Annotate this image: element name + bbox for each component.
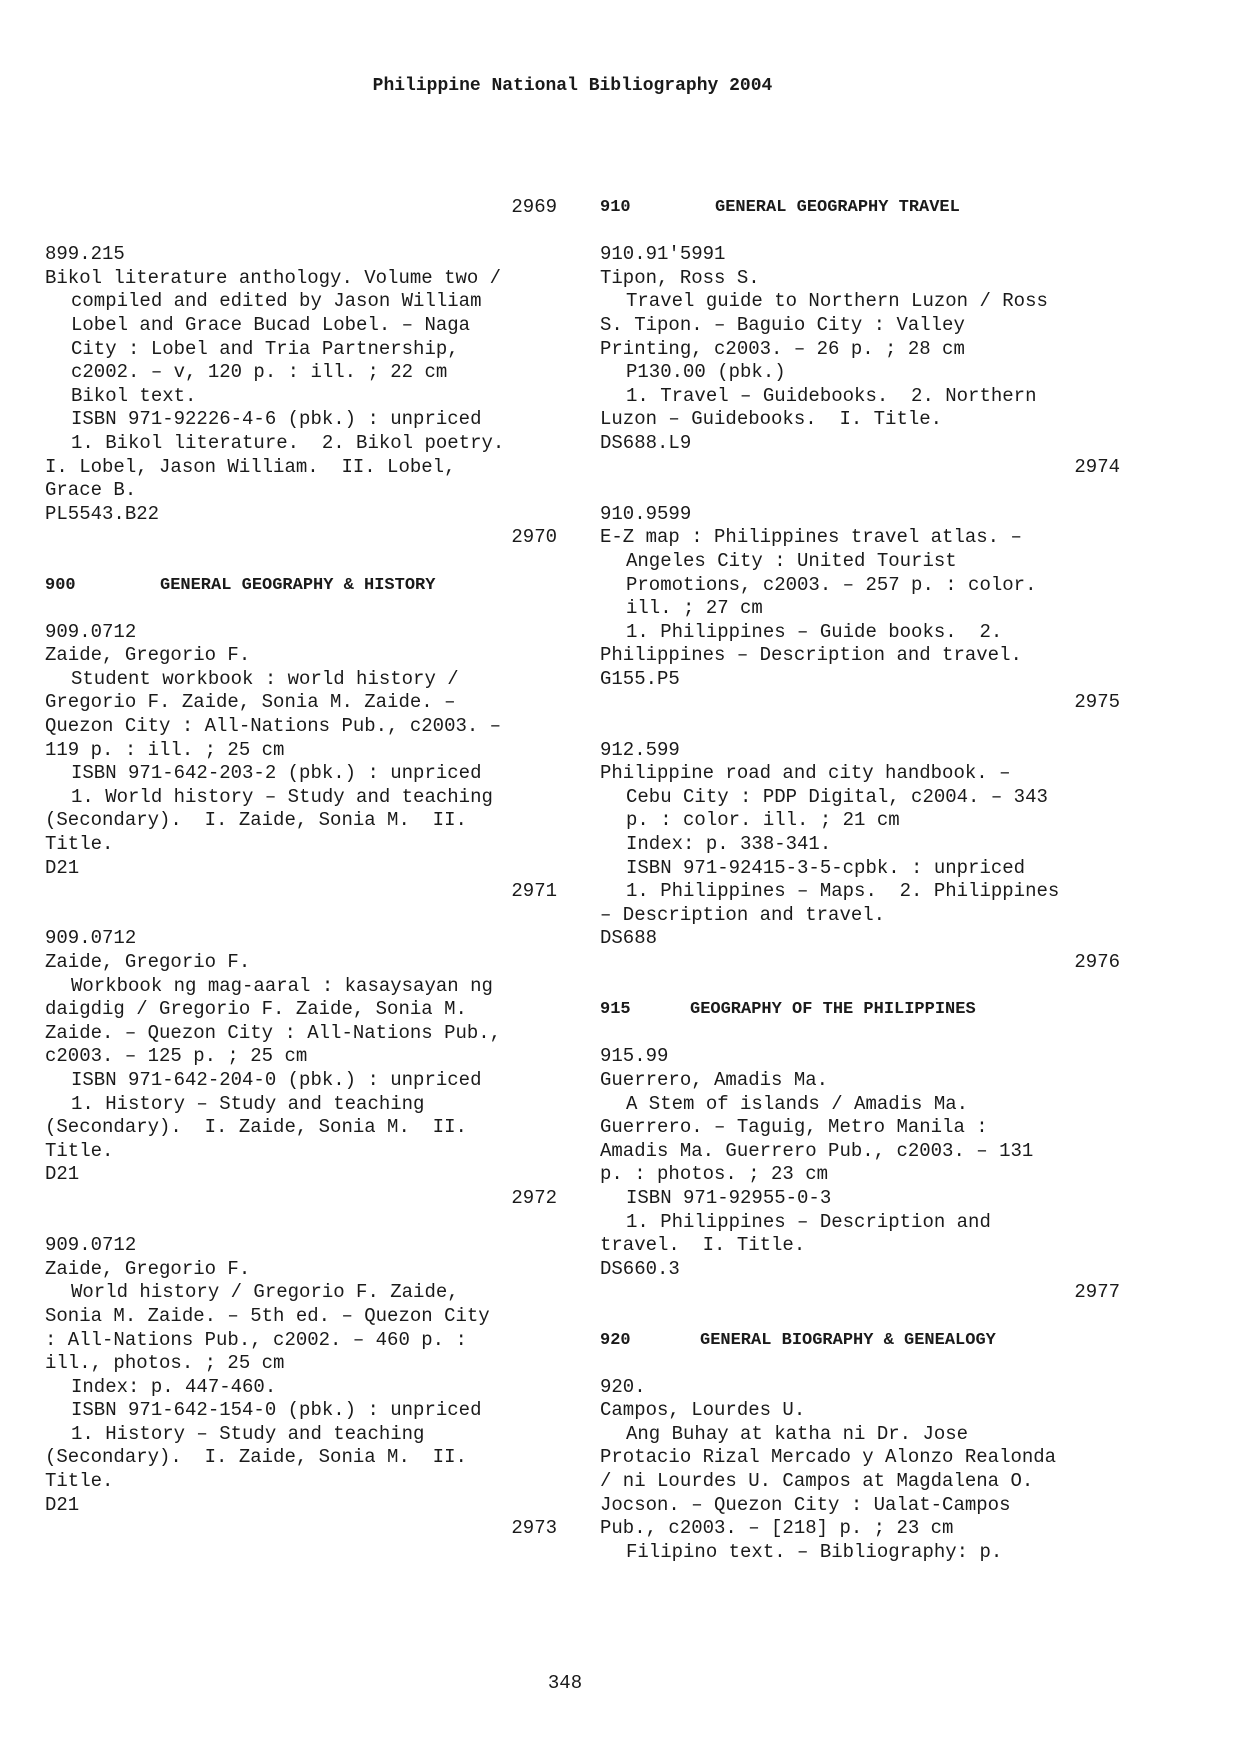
section-heading-920: [600, 1329, 1120, 1353]
entry-line: c2002. – v, 120 p. : ill. ; 22 cm: [71, 361, 448, 384]
entry-line: Grace B.: [45, 479, 137, 502]
entry-line: c2003. – 125 p. ; 25 cm: [45, 1045, 308, 1068]
entry-line: P130.00 (pbk.): [626, 361, 786, 384]
catalog-entry: [45, 621, 557, 904]
entry-line: Printing, c2003. – 26 p. ; 28 cm: [600, 337, 965, 360]
entry-line: p. : color. ill. ; 21 cm: [626, 809, 900, 832]
entry-line: : All-Nations Pub., c2002. – 460 p. :: [45, 1328, 467, 1351]
entry-line: p. : photos. ; 23 cm: [600, 1163, 829, 1186]
call-number: D21: [45, 856, 80, 879]
entry-line: Bikol text.: [71, 384, 197, 407]
catalog-entry: [600, 1045, 1120, 1305]
entry-line: 1. Philippines – Maps. 2. Philippines: [626, 880, 1060, 903]
class-number: 909.0712: [45, 1234, 137, 1257]
entry-line: I. Lobel, Jason William. II. Lobel,: [45, 455, 456, 478]
entry-line: 1. Bikol literature. 2. Bikol poetry.: [71, 431, 505, 454]
entry-line: ISBN 971-92226-4-6 (pbk.) : unpriced: [71, 408, 482, 431]
page-number: 348: [547, 1672, 583, 1694]
call-number: D21: [45, 1163, 80, 1186]
entry-line: Ang Buhay at katha ni Dr. Jose: [626, 1422, 969, 1445]
entry-line: Quezon City : All-Nations Pub., c2003. –: [45, 715, 502, 738]
class-number: 909.0712: [45, 620, 137, 643]
entry-number: 2975: [1074, 691, 1120, 714]
entry-line: Jocson. – Quezon City : Ualat-Campos: [600, 1493, 1011, 1516]
entry-number: 2977: [1074, 1281, 1120, 1304]
left-column: [45, 196, 557, 1541]
entry-number: 2969: [511, 196, 557, 218]
entry-line: Title.: [45, 833, 114, 856]
call-number: G155.P5: [600, 667, 680, 690]
entry-line: 1. History – Study and teaching: [71, 1422, 425, 1445]
entry-line: Cebu City : PDP Digital, c2004. – 343: [626, 785, 1048, 808]
entry-line: daigdig / Gregorio F. Zaide, Sonia M.: [45, 998, 467, 1021]
catalog-entry: [600, 1376, 1120, 1565]
catalog-entry: [45, 927, 557, 1210]
section-code: 920: [600, 1330, 631, 1350]
entry-line: Guerrero. – Taguig, Metro Manila :: [600, 1116, 988, 1139]
entry-number: 2973: [511, 1517, 557, 1540]
class-number: 899.215: [45, 243, 125, 266]
entry-line: / ni Lourdes U. Campos at Magdalena O.: [600, 1470, 1034, 1493]
entry-line: 1. Philippines – Description and: [626, 1210, 991, 1233]
entry-line: travel. I. Title.: [600, 1234, 806, 1257]
entry-line: compiled and edited by Jason William: [71, 290, 482, 313]
right-column: [600, 196, 1120, 1564]
entry-line: Title.: [45, 1139, 114, 1162]
entry-line: Index: p. 447-460.: [71, 1375, 277, 1398]
entry-line: ill., photos. ; 25 cm: [45, 1352, 285, 1375]
page-title: Philippine National Bibliography 2004: [372, 76, 773, 96]
entry-line: Sonia M. Zaide. – 5th ed. – Quezon City: [45, 1304, 490, 1327]
entry-line: 1. World history – Study and teaching: [71, 785, 493, 808]
entry-line: 119 p. : ill. ; 25 cm: [45, 738, 285, 761]
catalog-entry: [45, 243, 557, 550]
catalog-entry: [600, 739, 1120, 975]
entry-line: ISBN 971-642-203-2 (pbk.) : unpriced: [71, 762, 482, 785]
entry-line: Amadis Ma. Guerrero Pub., c2003. – 131: [600, 1139, 1034, 1162]
entry-line: Protacio Rizal Mercado y Alonzo Realonda: [600, 1446, 1057, 1469]
entry-line: Zaide. – Quezon City : All-Nations Pub.,: [45, 1021, 502, 1044]
entry-line: A Stem of islands / Amadis Ma.: [626, 1092, 969, 1115]
class-number: 912.599: [600, 738, 680, 761]
entry-number: 2972: [511, 1186, 557, 1209]
entry-line: – Description and travel.: [600, 903, 886, 926]
section-code: 910: [600, 198, 631, 217]
author: Campos, Lourdes U.: [600, 1399, 806, 1422]
entry-line: ill. ; 27 cm: [626, 597, 763, 620]
entry-line: 1. History – Study and teaching: [71, 1092, 425, 1115]
entry-line: Philippine road and city handbook. –: [600, 762, 1011, 785]
entry-line: Student workbook : world history /: [71, 667, 459, 690]
entry-line: Pub., c2003. – [218] p. ; 23 cm: [600, 1517, 954, 1540]
class-number: 910.91'5991: [600, 243, 726, 266]
entry-line: 1. Travel – Guidebooks. 2. Northern: [626, 384, 1037, 407]
class-number: 915.99: [600, 1045, 669, 1068]
entry-line: ISBN 971-642-204-0 (pbk.) : unpriced: [71, 1068, 482, 1091]
entry-line: ISBN 971-92955-0-3: [626, 1186, 832, 1209]
entry-number: 2976: [1074, 951, 1120, 973]
author: Guerrero, Amadis Ma.: [600, 1068, 829, 1091]
entry-number: 2974: [1074, 455, 1120, 478]
entry-line: World history / Gregorio F. Zaide,: [71, 1281, 459, 1304]
entry-number: 2971: [511, 880, 557, 903]
entry-line: Index: p. 338-341.: [626, 833, 832, 856]
section-heading-900: [45, 574, 557, 598]
entry-line: Angeles City : United Tourist: [626, 549, 957, 572]
entry-line: Philippines – Description and travel.: [600, 644, 1022, 667]
entry-line: E-Z map : Philippines travel atlas. –: [600, 526, 1022, 549]
entry-line: ISBN 971-642-154-0 (pbk.) : unpriced: [71, 1399, 482, 1422]
entry-line: Bikol literature anthology. Volume two /: [45, 266, 502, 289]
call-number: D21: [45, 1493, 80, 1516]
entry-line: S. Tipon. – Baguio City : Valley: [600, 313, 965, 336]
entry-line: Title.: [45, 1470, 114, 1493]
call-number: DS688.L9: [600, 431, 692, 454]
entry-line: City : Lobel and Tria Partnership,: [71, 337, 459, 360]
catalog-entry: [45, 1234, 557, 1541]
entry-line: Workbook ng mag-aaral : kasaysayan ng: [71, 974, 493, 997]
class-number: 910.9599: [600, 502, 692, 525]
class-number: 909.0712: [45, 927, 137, 950]
section-heading-910: [600, 196, 1120, 220]
entry-line: (Secondary). I. Zaide, Sonia M. II.: [45, 1446, 467, 1469]
entry-line: Lobel and Grace Bucad Lobel. – Naga: [71, 313, 471, 336]
section-label: GENERAL GEOGRAPHY & HISTORY: [160, 575, 436, 595]
catalog-entry: [600, 243, 1120, 479]
call-number: DS688: [600, 927, 658, 950]
section-label: GEOGRAPHY OF THE PHILIPPINES: [690, 1000, 976, 1020]
entry-line: 1. Philippines – Guide books. 2.: [626, 620, 1003, 643]
entry-line: (Secondary). I. Zaide, Sonia M. II.: [45, 1116, 467, 1139]
section-label: GENERAL BIOGRAPHY & GENEALOGY: [700, 1330, 996, 1350]
call-number: DS660.3: [600, 1257, 680, 1280]
author: Zaide, Gregorio F.: [45, 644, 251, 667]
entry-line: (Secondary). I. Zaide, Sonia M. II.: [45, 809, 467, 832]
section-heading-915: [600, 998, 1120, 1022]
call-number: PL5543.B22: [45, 502, 160, 525]
entry-number: 2970: [511, 526, 557, 549]
entry-line: ISBN 971-92415-3-5-cpbk. : unpriced: [626, 856, 1026, 879]
section-code: 915: [600, 1000, 631, 1020]
entry-line: Filipino text. – Bibliography: p.: [626, 1540, 1003, 1563]
section-code: 900: [45, 575, 76, 595]
entry-line: Promotions, c2003. – 257 p. : color.: [626, 573, 1037, 596]
author: Tipon, Ross S.: [600, 266, 760, 289]
entry-line: Travel guide to Northern Luzon / Ross: [626, 290, 1048, 313]
section-label: GENERAL GEOGRAPHY TRAVEL: [715, 198, 960, 217]
author: Zaide, Gregorio F.: [45, 1257, 251, 1280]
author: Zaide, Gregorio F.: [45, 951, 251, 973]
entry-line: Gregorio F. Zaide, Sonia M. Zaide. –: [45, 691, 456, 714]
entry-line: Luzon – Guidebooks. I. Title.: [600, 408, 943, 431]
catalog-entry: [600, 503, 1120, 715]
class-number: 920.: [600, 1375, 646, 1398]
